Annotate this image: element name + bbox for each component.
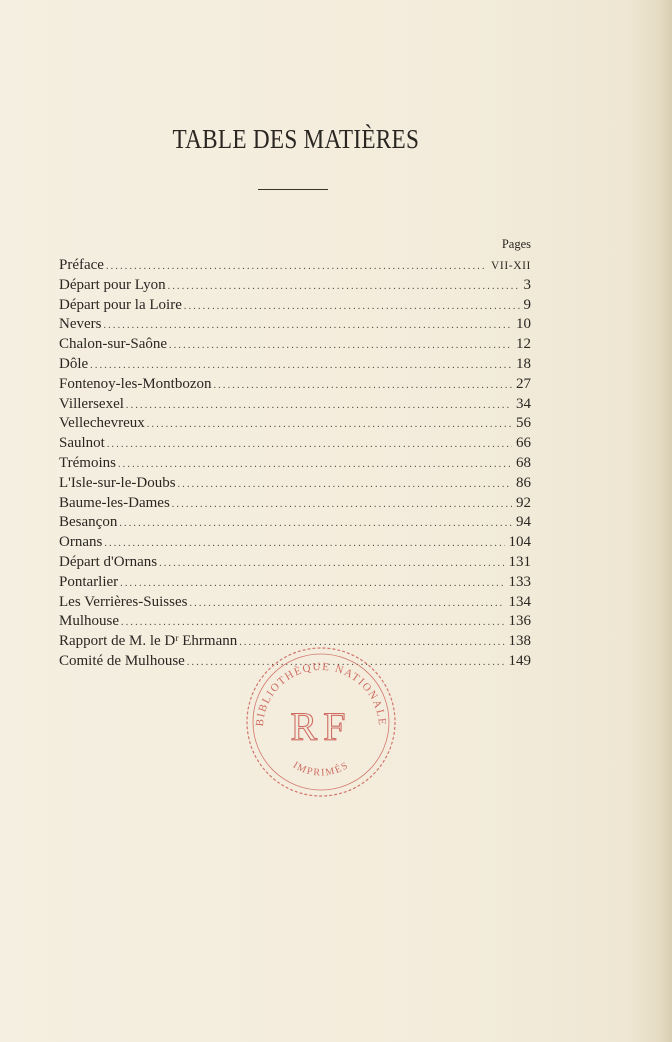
toc-entry	[59, 573, 531, 593]
entry-page: 92	[516, 494, 531, 511]
entry-page: 27	[516, 375, 531, 392]
entry-page: 3	[523, 276, 531, 293]
page-title: TABLE DES MATIÈRES	[172, 124, 420, 154]
leader-dots	[189, 594, 504, 613]
leader-dots	[104, 534, 504, 553]
entry-title: Besançon	[59, 514, 118, 531]
leader-dots	[168, 277, 520, 296]
toc-entry	[59, 553, 531, 573]
entry-title: Préface	[59, 257, 104, 273]
entry-title: Ornans	[59, 534, 103, 551]
entry-page: 133	[508, 573, 531, 590]
entry-page: 149	[508, 652, 531, 669]
entry-title: Nevers	[59, 316, 102, 333]
entry-page: VII-XII	[491, 260, 531, 272]
table-of-contents	[59, 256, 531, 672]
entry-title: Saulnot	[59, 435, 105, 452]
leader-dots	[126, 396, 512, 415]
leader-dots	[172, 495, 512, 514]
toc-entry	[59, 414, 531, 434]
leader-dots	[178, 475, 512, 494]
toc-entry	[59, 276, 531, 296]
library-stamp	[243, 644, 399, 800]
leader-dots	[121, 613, 505, 632]
toc-entry	[59, 533, 531, 553]
entry-page: 94	[516, 514, 531, 531]
entry-page: 134	[508, 593, 531, 610]
leader-dots	[106, 257, 487, 276]
toc-entry	[59, 256, 531, 276]
leader-dots	[118, 455, 512, 474]
entry-page: 10	[516, 316, 531, 333]
entry-title: Chalon-sur-Saône	[59, 336, 168, 353]
entry-page: 68	[516, 454, 531, 471]
entry-title: Rapport de M. le Dʳ Ehrmann	[59, 633, 238, 650]
entry-title: L'Isle-sur-le-Doubs	[59, 474, 176, 491]
toc-entry	[59, 375, 531, 395]
entry-title: Vellechevreux	[59, 415, 145, 432]
entry-page: 12	[516, 336, 531, 353]
title-rule	[258, 189, 328, 190]
leader-dots	[184, 297, 520, 316]
entry-title: Dôle	[59, 355, 89, 372]
leader-dots	[90, 356, 512, 375]
stamp-bottom-text: IMPRIMÉS	[290, 759, 352, 779]
entry-page: 18	[516, 355, 531, 372]
toc-entry	[59, 612, 531, 632]
toc-entry	[59, 296, 531, 316]
entry-title: Trémoins	[59, 454, 116, 471]
entry-title: Départ d'Ornans	[59, 553, 158, 570]
leader-dots	[103, 316, 512, 335]
entry-page: 56	[516, 415, 531, 432]
stamp-center-text: RF	[290, 704, 352, 749]
toc-entry	[59, 335, 531, 355]
entry-page: 104	[508, 534, 531, 551]
entry-title: Villersexel	[59, 395, 124, 412]
entry-page: 9	[523, 296, 531, 313]
entry-title: Départ pour la Loire	[59, 296, 182, 313]
pages-column-label: Pages	[501, 237, 531, 251]
entry-page: 34	[516, 395, 531, 412]
leader-dots	[213, 376, 512, 395]
toc-entry	[59, 593, 531, 613]
entry-page: 66	[516, 435, 531, 452]
stamp-outer-text: BIBLIOTHÈQUE NATIONALE	[253, 660, 389, 727]
entry-page: 86	[516, 474, 531, 491]
leader-dots	[120, 574, 504, 593]
toc-entry	[59, 355, 531, 375]
leader-dots	[147, 415, 512, 434]
entry-title: Baume-les-Dames	[59, 494, 170, 511]
toc-entry	[59, 434, 531, 454]
entry-page: 138	[508, 633, 531, 650]
toc-entry	[59, 513, 531, 533]
toc-entry	[59, 315, 531, 335]
entry-page: 131	[508, 553, 531, 570]
toc-entry	[59, 454, 531, 474]
entry-title: Fontenoy-les-Montbozon	[59, 375, 212, 392]
toc-entry	[59, 395, 531, 415]
entry-title: Pontarlier	[59, 573, 119, 590]
entry-page: 136	[508, 613, 531, 630]
toc-entry	[59, 474, 531, 494]
leader-dots	[107, 435, 512, 454]
leader-dots	[159, 554, 504, 573]
leader-dots	[119, 514, 512, 533]
leader-dots	[169, 336, 512, 355]
toc-entry	[59, 494, 531, 514]
entry-title: Départ pour Lyon	[59, 276, 166, 293]
entry-title: Mulhouse	[59, 613, 119, 630]
entry-title: Comité de Mulhouse	[59, 652, 185, 669]
entry-title: Les Verrières-Suisses	[59, 593, 188, 610]
